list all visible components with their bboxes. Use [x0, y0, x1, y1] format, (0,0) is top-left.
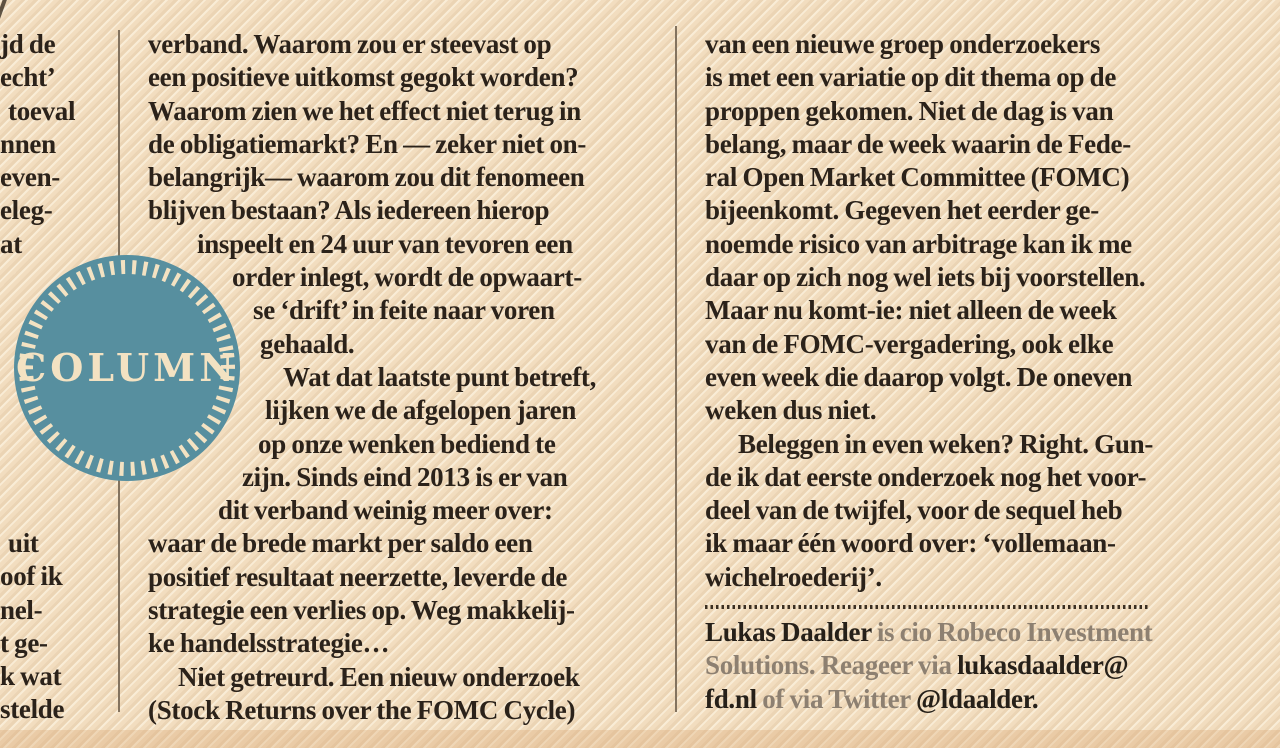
text-line: op onze wenken bediend te — [258, 428, 556, 459]
text-line: bijeenkomt. Gegeven het eerder ge- — [705, 195, 1099, 226]
text-line: even- — [0, 162, 60, 193]
dotted-separator — [705, 605, 1149, 609]
text-line: lijken we de afgelopen jaren — [265, 395, 577, 426]
text-line: at — [0, 228, 22, 259]
text-line: de ik dat eerste onderzoek nog het voor- — [705, 461, 1147, 492]
text-line: Wat dat laatste punt betreft, — [283, 361, 597, 392]
text-line: nnen — [0, 128, 56, 159]
left-column-bottom-fragments — [0, 527, 112, 727]
left-column-top-fragments — [0, 28, 112, 261]
text-line: toeval — [8, 95, 76, 126]
text-line: nel- — [0, 594, 43, 625]
badge-label: COLUMN — [16, 345, 238, 390]
author-bio — [705, 616, 1225, 716]
text-line: Beleggen in even weken? Right. Gun- — [738, 428, 1154, 459]
text-line: jd de — [0, 29, 56, 59]
text-line: k wat — [0, 661, 62, 692]
text-line: (Stock Returns over the FOMC Cycle) — [148, 694, 576, 725]
bio-line — [705, 649, 1225, 682]
text-line: strategie een verlies op. Weg makkelij- — [148, 595, 575, 626]
bio-line — [705, 683, 1225, 716]
text-line: blijven bestaan? Als iedereen hierop — [148, 195, 550, 226]
text-line: verband. Waarom zou er steevast op — [148, 29, 552, 59]
text-line: dit verband weinig meer over: — [218, 495, 553, 526]
author-name: Lukas Daalder — [705, 617, 872, 647]
text-line: ik maar één woord over: ‘vollemaan- — [705, 528, 1116, 559]
text-line: belang, maar de week waarin de Fede- — [705, 128, 1131, 159]
text-line: wichelroederij’. — [705, 561, 882, 592]
text-line: de obligatiemarkt? En — zeker niet on- — [148, 128, 587, 159]
text-line: proppen gekomen. Niet de dag is van — [705, 95, 1114, 126]
bio-text: is cio Robeco Investment — [871, 617, 1153, 647]
text-line: van een nieuwe groep onderzoekers — [705, 29, 1101, 59]
text-line: daar op zich nog wel iets bij voorstellen. — [705, 262, 1146, 293]
text-line: ral Open Market Committee (FOMC) — [705, 162, 1130, 193]
text-line: Maar nu komt-ie: niet alleen de week — [705, 295, 1117, 326]
text-line: stelde — [0, 694, 65, 725]
text-line: gehaald. — [260, 328, 355, 359]
text-line: ke handelsstrategie… — [148, 628, 390, 659]
text-line: se ‘drift’ in feite naar voren — [253, 295, 555, 326]
author-twitter-handle: @ldaalder. — [915, 683, 1039, 714]
text-line: eleg- — [0, 195, 53, 226]
bio-text: Solutions. Reageer via — [705, 650, 958, 681]
text-line: positief resultaat neerzette, leverde de — [148, 561, 568, 592]
column-badge — [14, 255, 240, 481]
text-line: deel van de twijfel, voor de sequel heb — [705, 495, 1123, 526]
corner-ink-mark — [0, 0, 9, 22]
text-line: uit — [8, 528, 39, 558]
text-line: zijn. Sinds eind 2013 is er van — [242, 461, 568, 492]
text-line: inspeelt en 24 uur van tevoren een — [197, 228, 573, 259]
author-email-part: lukasdaalder@ — [957, 650, 1129, 681]
text-line: belangrijk— waarom zou dit fenomeen — [148, 162, 585, 193]
text-line: oof ik — [0, 561, 63, 592]
column-divider-right — [675, 26, 677, 712]
text-line: van de FOMC-vergadering, ook elke — [705, 328, 1114, 359]
text-line: Niet getreurd. Een nieuw onderzoek — [178, 661, 580, 692]
author-email-part: fd.nl — [705, 683, 757, 714]
text-line: weken dus niet. — [705, 395, 877, 426]
text-line: order inlegt, wordt de opwaart- — [232, 262, 582, 293]
bio-line — [705, 616, 1225, 649]
text-line: waar de brede markt per saldo een — [148, 528, 533, 559]
text-line: is met een variatie op dit thema op de — [705, 62, 1117, 93]
text-line: Waarom zien we het effect niet terug in — [148, 95, 581, 126]
text-line: t ge- — [0, 627, 48, 658]
text-line: even week die daarop volgt. De oneven — [705, 361, 1133, 392]
bio-text: of via Twitter — [756, 683, 916, 714]
text-line: een positieve uitkomst gegokt worden? — [148, 62, 579, 93]
right-column — [705, 28, 1225, 594]
bottom-edge-band — [0, 730, 1280, 748]
text-line: noemde risico van arbitrage kan ik me — [705, 228, 1132, 259]
text-line: echt’ — [0, 62, 56, 93]
